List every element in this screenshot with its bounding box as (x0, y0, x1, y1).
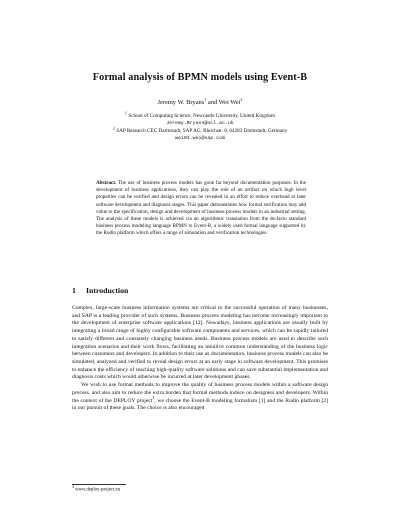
affiliation-mark: 2 (112, 125, 115, 131)
abstract-label: Abstract. (96, 180, 117, 186)
affiliation (0, 110, 400, 127)
author-name: Wei Wei (218, 99, 241, 106)
affiliation-mark: 1 (204, 96, 207, 102)
paragraph-text: , we choose the Event-B modeling formalism [1] and the Rodin platform [2] in our pursuit of these goals. The choice is also encouraged (72, 397, 328, 412)
author-name: Jeremy W. Bryans (157, 99, 205, 106)
affiliation-email: wei01.wei@sap.com (175, 135, 225, 141)
affiliation-mark: 2 (240, 96, 243, 102)
footnote-text: www.deploy-project.eu (75, 487, 121, 493)
author-joiner: and (206, 99, 219, 106)
body-text (72, 305, 328, 413)
affiliation (0, 125, 400, 142)
affiliation-text: School of Computing Science, Newcastle University, United Kingdom (128, 113, 276, 119)
section-title: Introduction (86, 286, 129, 295)
paper-title: Formal analysis of BPMN models using Event-B (92, 72, 308, 83)
footnote-mark: 3 (152, 394, 155, 400)
paragraph (72, 382, 328, 413)
footnote-mark: 3 (72, 485, 74, 489)
paragraph-text: We wish to use formal methods to improve the quality of business process models within a software design process, and also aim to reduce the extra burden that formal methods induce on designers and developers. Within the context of the DEPLOY project (72, 382, 328, 404)
paragraph: Complex, large-scale business information systems are critical to the successful operation of many businesses, and SAP is a leading provider of such systems. Business process modeling has become increasingly important to the development of enterprise software applications [12]. Nowadays, business applications are usually built by integrating a broad range of highly configurable software components and services, which can be rapidly tailored to satisfy different and constantly changing business needs. Business process models are used to describe such integration scenarios and their work flows, facilitating an intuitive common understanding of the business logic between customers and developers. In addition to their use as documentation, business process models can also be simulated, analyzed and verified to reveal design errors at an early stage in software development. This promises to enhance the efficiency of reaching high-quality software solutions and can save substantial implementation and diagnosis costs which would otherwise be incurred at later development phases. (72, 305, 328, 381)
footnote (72, 487, 120, 493)
abstract-text: The use of business process models has gone far beyond documentation purposes. In the development of business applications, they can play the role of an artifact on which high level properties can be verified and design errors can be revealed in an effort to reduce overhead at later software development and diagnosis stages. This paper demonstrates how formal verification may add value to the specification, design and development of business process models in an industrial setting. The analysis of these models is achieved via an algorithmic translation from the de-facto standard business process modeling language BPMN to Event-B, a widely used formal language supported by the Rodin platform which offers a range of simulation and verification technologies. (96, 180, 306, 237)
affiliations (0, 110, 400, 143)
affiliation-email: Jeremy.Bryans@ncl.ac.uk (166, 120, 234, 126)
section-number: 1 (72, 286, 76, 295)
author-line (0, 96, 400, 106)
affiliation-text: SAP Research CEC Darmstadt, SAP AG, Bleichstr. 8, 64283 Darmstadt, Germany (116, 128, 288, 135)
affiliation-mark: 1 (124, 110, 128, 116)
footnote-rule (72, 484, 126, 485)
abstract (96, 180, 306, 238)
section-heading (72, 286, 128, 295)
